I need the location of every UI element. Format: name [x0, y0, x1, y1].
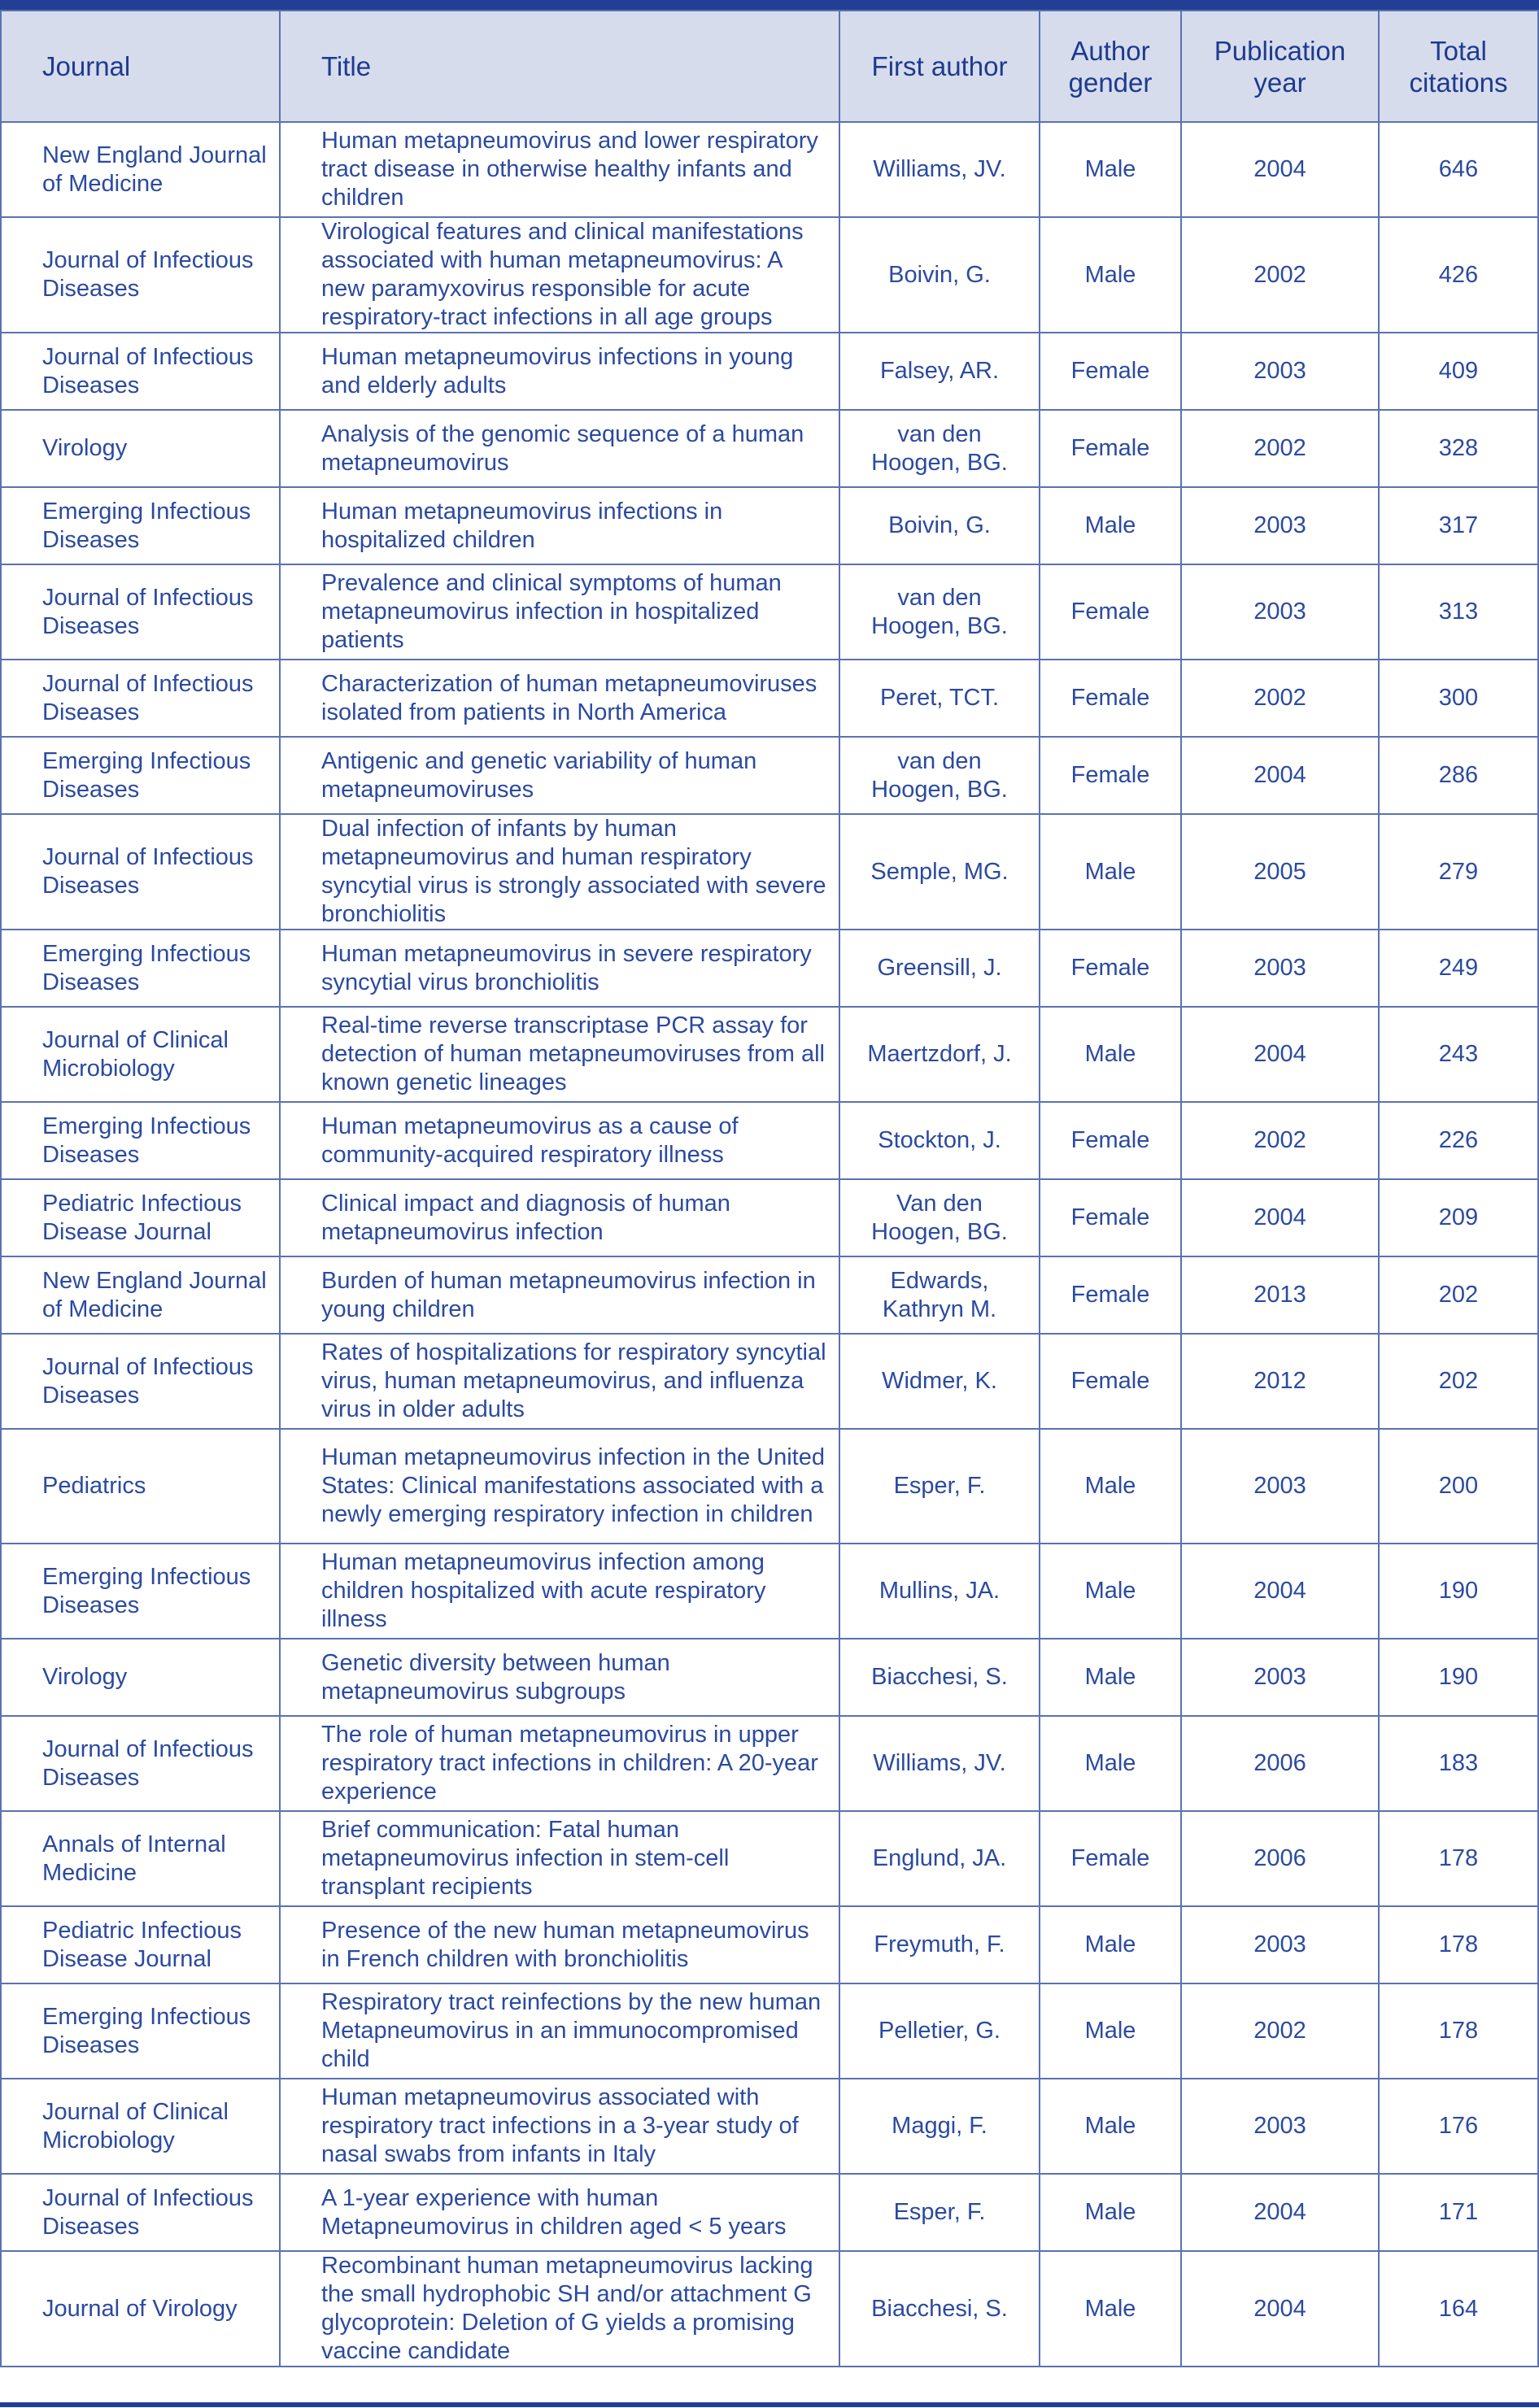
cell-journal: Journal of Infectious Diseases	[1, 333, 280, 410]
top-rule	[0, 0, 1539, 10]
cell-journal: New England Journal of Medicine	[1, 1256, 280, 1334]
cell-journal: Journal of Infectious Diseases	[1, 217, 280, 333]
header-row	[1, 11, 1538, 122]
cell-journal: Virology	[1, 410, 280, 487]
cell-journal: Journal of Infectious Diseases	[1, 1716, 280, 1811]
cell-journal: Journal of Virology	[1, 2251, 280, 2367]
cell-first-author: Pelletier, G.	[839, 1983, 1040, 2079]
cell-citations: 178	[1379, 1983, 1538, 2079]
cell-title: Burden of human metapneumovirus infection in young children	[280, 1256, 839, 1334]
header-first-author: First author	[839, 11, 1040, 122]
cell-first-author: Semple, MG.	[839, 814, 1040, 930]
cell-citations: 202	[1379, 1334, 1538, 1429]
cell-gender: Female	[1040, 737, 1181, 814]
cell-title: Brief communication: Fatal human metapneumovirus infection in stem-cell transplant recipients	[280, 1811, 839, 1906]
cell-gender: Female	[1040, 1811, 1181, 1906]
cell-title: Human metapneumovirus associated with respiratory tract infections in a 3-year study of nasal swabs from infants in Italy	[280, 2079, 839, 2174]
cell-gender: Male	[1040, 1716, 1181, 1811]
cell-journal: Emerging Infectious Diseases	[1, 737, 280, 814]
table-row	[1, 2251, 1538, 2367]
cell-year: 2006	[1181, 1716, 1379, 1811]
cell-year: 2003	[1181, 930, 1379, 1007]
table-row	[1, 410, 1538, 487]
table-row	[1, 930, 1538, 1007]
cell-citations: 279	[1379, 814, 1538, 930]
cell-gender: Female	[1040, 564, 1181, 660]
cell-citations: 183	[1379, 1716, 1538, 1811]
cell-gender: Male	[1040, 1983, 1181, 2079]
cell-first-author: Mullins, JA.	[839, 1544, 1040, 1639]
cell-citations: 300	[1379, 660, 1538, 737]
cell-gender: Male	[1040, 487, 1181, 564]
cell-journal: Annals of Internal Medicine	[1, 1811, 280, 1906]
cell-title: Human metapneumovirus infection among children hospitalized with acute respiratory illness	[280, 1544, 839, 1639]
table-row	[1, 1256, 1538, 1334]
cell-title: Human metapneumovirus infections in young and elderly adults	[280, 333, 839, 410]
table-row	[1, 122, 1538, 217]
cell-first-author: Stockton, J.	[839, 1102, 1040, 1179]
cell-year: 2002	[1181, 1983, 1379, 2079]
cell-first-author: Freymuth, F.	[839, 1906, 1040, 1983]
cell-gender: Male	[1040, 1007, 1181, 1102]
cell-citations: 286	[1379, 737, 1538, 814]
cell-title: Antigenic and genetic variability of human metapneumoviruses	[280, 737, 839, 814]
cell-citations: 317	[1379, 487, 1538, 564]
cell-citations: 190	[1379, 1639, 1538, 1716]
cell-year: 2005	[1181, 814, 1379, 930]
table-row	[1, 1906, 1538, 1983]
cell-first-author: van den Hoogen, BG.	[839, 410, 1040, 487]
cell-citations: 409	[1379, 333, 1538, 410]
table-row	[1, 1179, 1538, 1256]
cell-first-author: Greensill, J.	[839, 930, 1040, 1007]
cell-year: 2003	[1181, 1906, 1379, 1983]
cell-title: Human metapneumovirus as a cause of community-acquired respiratory illness	[280, 1102, 839, 1179]
cell-year: 2012	[1181, 1334, 1379, 1429]
cell-journal: Emerging Infectious Diseases	[1, 487, 280, 564]
cell-title: Human metapneumovirus in severe respiratory syncytial virus bronchiolitis	[280, 930, 839, 1007]
cell-citations: 176	[1379, 2079, 1538, 2174]
cell-year: 2004	[1181, 1007, 1379, 1102]
table-row	[1, 1811, 1538, 1906]
cell-title: Characterization of human metapneumoviruses isolated from patients in North America	[280, 660, 839, 737]
cell-journal: Journal of Infectious Diseases	[1, 2174, 280, 2251]
cell-year: 2004	[1181, 2174, 1379, 2251]
cell-first-author: Falsey, AR.	[839, 333, 1040, 410]
cell-year: 2004	[1181, 122, 1379, 217]
cell-gender: Male	[1040, 2174, 1181, 2251]
cell-year: 2003	[1181, 333, 1379, 410]
table-header	[1, 11, 1538, 122]
table-row	[1, 487, 1538, 564]
cell-title: The role of human metapneumovirus in upper respiratory tract infections in children: A 20-year experience	[280, 1716, 839, 1811]
cell-journal: Journal of Clinical Microbiology	[1, 2079, 280, 2174]
cell-title: Respiratory tract reinfections by the new human Metapneumovirus in an immunocompromised child	[280, 1983, 839, 2079]
cell-year: 2003	[1181, 1429, 1379, 1544]
cell-citations: 426	[1379, 217, 1538, 333]
cell-journal: Emerging Infectious Diseases	[1, 1544, 280, 1639]
cell-year: 2004	[1181, 1544, 1379, 1639]
cell-gender: Male	[1040, 2079, 1181, 2174]
cell-year: 2002	[1181, 1102, 1379, 1179]
cell-first-author: Boivin, G.	[839, 217, 1040, 333]
cell-journal: Emerging Infectious Diseases	[1, 1102, 280, 1179]
cell-year: 2004	[1181, 737, 1379, 814]
cell-journal: Emerging Infectious Diseases	[1, 1983, 280, 2079]
table-row	[1, 564, 1538, 660]
cell-journal: Pediatric Infectious Disease Journal	[1, 1906, 280, 1983]
cell-title: Virological features and clinical manifestations associated with human metapneumovirus: A new paramyxovirus responsible for acute respiratory-tract infections in all age groups	[280, 217, 839, 333]
cell-citations: 164	[1379, 2251, 1538, 2367]
table-row	[1, 1102, 1538, 1179]
cell-journal: Pediatrics	[1, 1429, 280, 1544]
cell-year: 2013	[1181, 1256, 1379, 1334]
bottom-rule	[0, 2402, 1539, 2407]
cell-year: 2003	[1181, 2079, 1379, 2174]
cell-title: Prevalence and clinical symptoms of human metapneumovirus infection in hospitalized patients	[280, 564, 839, 660]
cell-gender: Female	[1040, 660, 1181, 737]
cell-journal: New England Journal of Medicine	[1, 122, 280, 217]
cell-citations: 328	[1379, 410, 1538, 487]
cell-gender: Male	[1040, 1544, 1181, 1639]
cell-title: Clinical impact and diagnosis of human metapneumovirus infection	[280, 1179, 839, 1256]
cell-journal: Pediatric Infectious Disease Journal	[1, 1179, 280, 1256]
cell-first-author: van den Hoogen, BG.	[839, 737, 1040, 814]
cell-journal: Journal of Infectious Diseases	[1, 564, 280, 660]
cell-citations: 178	[1379, 1906, 1538, 1983]
cell-gender: Male	[1040, 1639, 1181, 1716]
table-row	[1, 1544, 1538, 1639]
table-row	[1, 660, 1538, 737]
header-publication-year: Publication year	[1181, 11, 1379, 122]
cell-first-author: Edwards, Kathryn M.	[839, 1256, 1040, 1334]
table-row	[1, 737, 1538, 814]
cell-citations: 226	[1379, 1102, 1538, 1179]
cell-citations: 313	[1379, 564, 1538, 660]
cell-first-author: Peret, TCT.	[839, 660, 1040, 737]
cell-citations: 249	[1379, 930, 1538, 1007]
cell-year: 2006	[1181, 1811, 1379, 1906]
cell-citations: 178	[1379, 1811, 1538, 1906]
cell-year: 2003	[1181, 487, 1379, 564]
table-row	[1, 1007, 1538, 1102]
cell-citations: 200	[1379, 1429, 1538, 1544]
header-journal: Journal	[1, 11, 280, 122]
cell-year: 2002	[1181, 217, 1379, 333]
table-row	[1, 2079, 1538, 2174]
cell-gender: Female	[1040, 930, 1181, 1007]
cell-gender: Female	[1040, 1179, 1181, 1256]
header-title: Title	[280, 11, 839, 122]
cell-journal: Virology	[1, 1639, 280, 1716]
cell-gender: Male	[1040, 122, 1181, 217]
cell-first-author: van den Hoogen, BG.	[839, 564, 1040, 660]
table-row	[1, 217, 1538, 333]
cell-gender: Female	[1040, 1102, 1181, 1179]
cell-first-author: Maertzdorf, J.	[839, 1007, 1040, 1102]
cell-year: 2002	[1181, 410, 1379, 487]
cell-year: 2003	[1181, 1639, 1379, 1716]
cell-first-author: Biacchesi, S.	[839, 1639, 1040, 1716]
cell-citations: 202	[1379, 1256, 1538, 1334]
cell-gender: Female	[1040, 1256, 1181, 1334]
cell-citations: 171	[1379, 2174, 1538, 2251]
cell-first-author: Englund, JA.	[839, 1811, 1040, 1906]
cell-first-author: Van den Hoogen, BG.	[839, 1179, 1040, 1256]
cell-citations: 209	[1379, 1179, 1538, 1256]
cell-first-author: Esper, F.	[839, 2174, 1040, 2251]
table-row	[1, 1334, 1538, 1429]
table-body	[1, 122, 1538, 2367]
cell-year: 2004	[1181, 1179, 1379, 1256]
cell-first-author: Maggi, F.	[839, 2079, 1040, 2174]
cell-year: 2003	[1181, 564, 1379, 660]
cell-gender: Female	[1040, 410, 1181, 487]
cell-year: 2002	[1181, 660, 1379, 737]
cell-title: Human metapneumovirus infection in the United States: Clinical manifestations associated with a newly emerging respiratory infection in children	[280, 1429, 839, 1544]
cell-gender: Male	[1040, 1906, 1181, 1983]
header-total-citations: Total citations	[1379, 11, 1538, 122]
cell-journal: Journal of Infectious Diseases	[1, 660, 280, 737]
cell-journal: Emerging Infectious Diseases	[1, 930, 280, 1007]
table-row	[1, 1983, 1538, 2079]
cell-journal: Journal of Clinical Microbiology	[1, 1007, 280, 1102]
cell-first-author: Esper, F.	[839, 1429, 1040, 1544]
cell-citations: 190	[1379, 1544, 1538, 1639]
cell-title: Human metapneumovirus and lower respiratory tract disease in otherwise healthy infants and children	[280, 122, 839, 217]
table-row	[1, 333, 1538, 410]
citations-table	[0, 10, 1539, 2367]
cell-first-author: Williams, JV.	[839, 122, 1040, 217]
cell-title: Presence of the new human metapneumovirus in French children with bronchiolitis	[280, 1906, 839, 1983]
table-row	[1, 2174, 1538, 2251]
table-row	[1, 1639, 1538, 1716]
cell-journal: Journal of Infectious Diseases	[1, 814, 280, 930]
cell-year: 2004	[1181, 2251, 1379, 2367]
cell-title: Recombinant human metapneumovirus lacking the small hydrophobic SH and/or attachment G glycoprotein: Deletion of G yields a promising vaccine candidate	[280, 2251, 839, 2367]
cell-gender: Male	[1040, 2251, 1181, 2367]
cell-title: Rates of hospitalizations for respiratory syncytial virus, human metapneumovirus, and influenza virus in older adults	[280, 1334, 839, 1429]
cell-title: Genetic diversity between human metapneumovirus subgroups	[280, 1639, 839, 1716]
cell-title: Analysis of the genomic sequence of a human metapneumovirus	[280, 410, 839, 487]
cell-first-author: Williams, JV.	[839, 1716, 1040, 1811]
cell-gender: Male	[1040, 814, 1181, 930]
table-row	[1, 814, 1538, 930]
cell-citations: 646	[1379, 122, 1538, 217]
cell-journal: Journal of Infectious Diseases	[1, 1334, 280, 1429]
cell-title: Real-time reverse transcriptase PCR assay for detection of human metapneumoviruses from all known genetic lineages	[280, 1007, 839, 1102]
cell-first-author: Boivin, G.	[839, 487, 1040, 564]
header-author-gender: Author gender	[1040, 11, 1181, 122]
table-row	[1, 1716, 1538, 1811]
cell-gender: Male	[1040, 217, 1181, 333]
cell-gender: Female	[1040, 333, 1181, 410]
cell-title: A 1-year experience with human Metapneumovirus in children aged < 5 years	[280, 2174, 839, 2251]
cell-gender: Male	[1040, 1429, 1181, 1544]
cell-title: Dual infection of infants by human metapneumovirus and human respiratory syncytial virus is strongly associated with severe bronchiolitis	[280, 814, 839, 930]
cell-title: Human metapneumovirus infections in hospitalized children	[280, 487, 839, 564]
cell-gender: Female	[1040, 1334, 1181, 1429]
cell-first-author: Widmer, K.	[839, 1334, 1040, 1429]
table-row	[1, 1429, 1538, 1544]
cell-first-author: Biacchesi, S.	[839, 2251, 1040, 2367]
cell-citations: 243	[1379, 1007, 1538, 1102]
